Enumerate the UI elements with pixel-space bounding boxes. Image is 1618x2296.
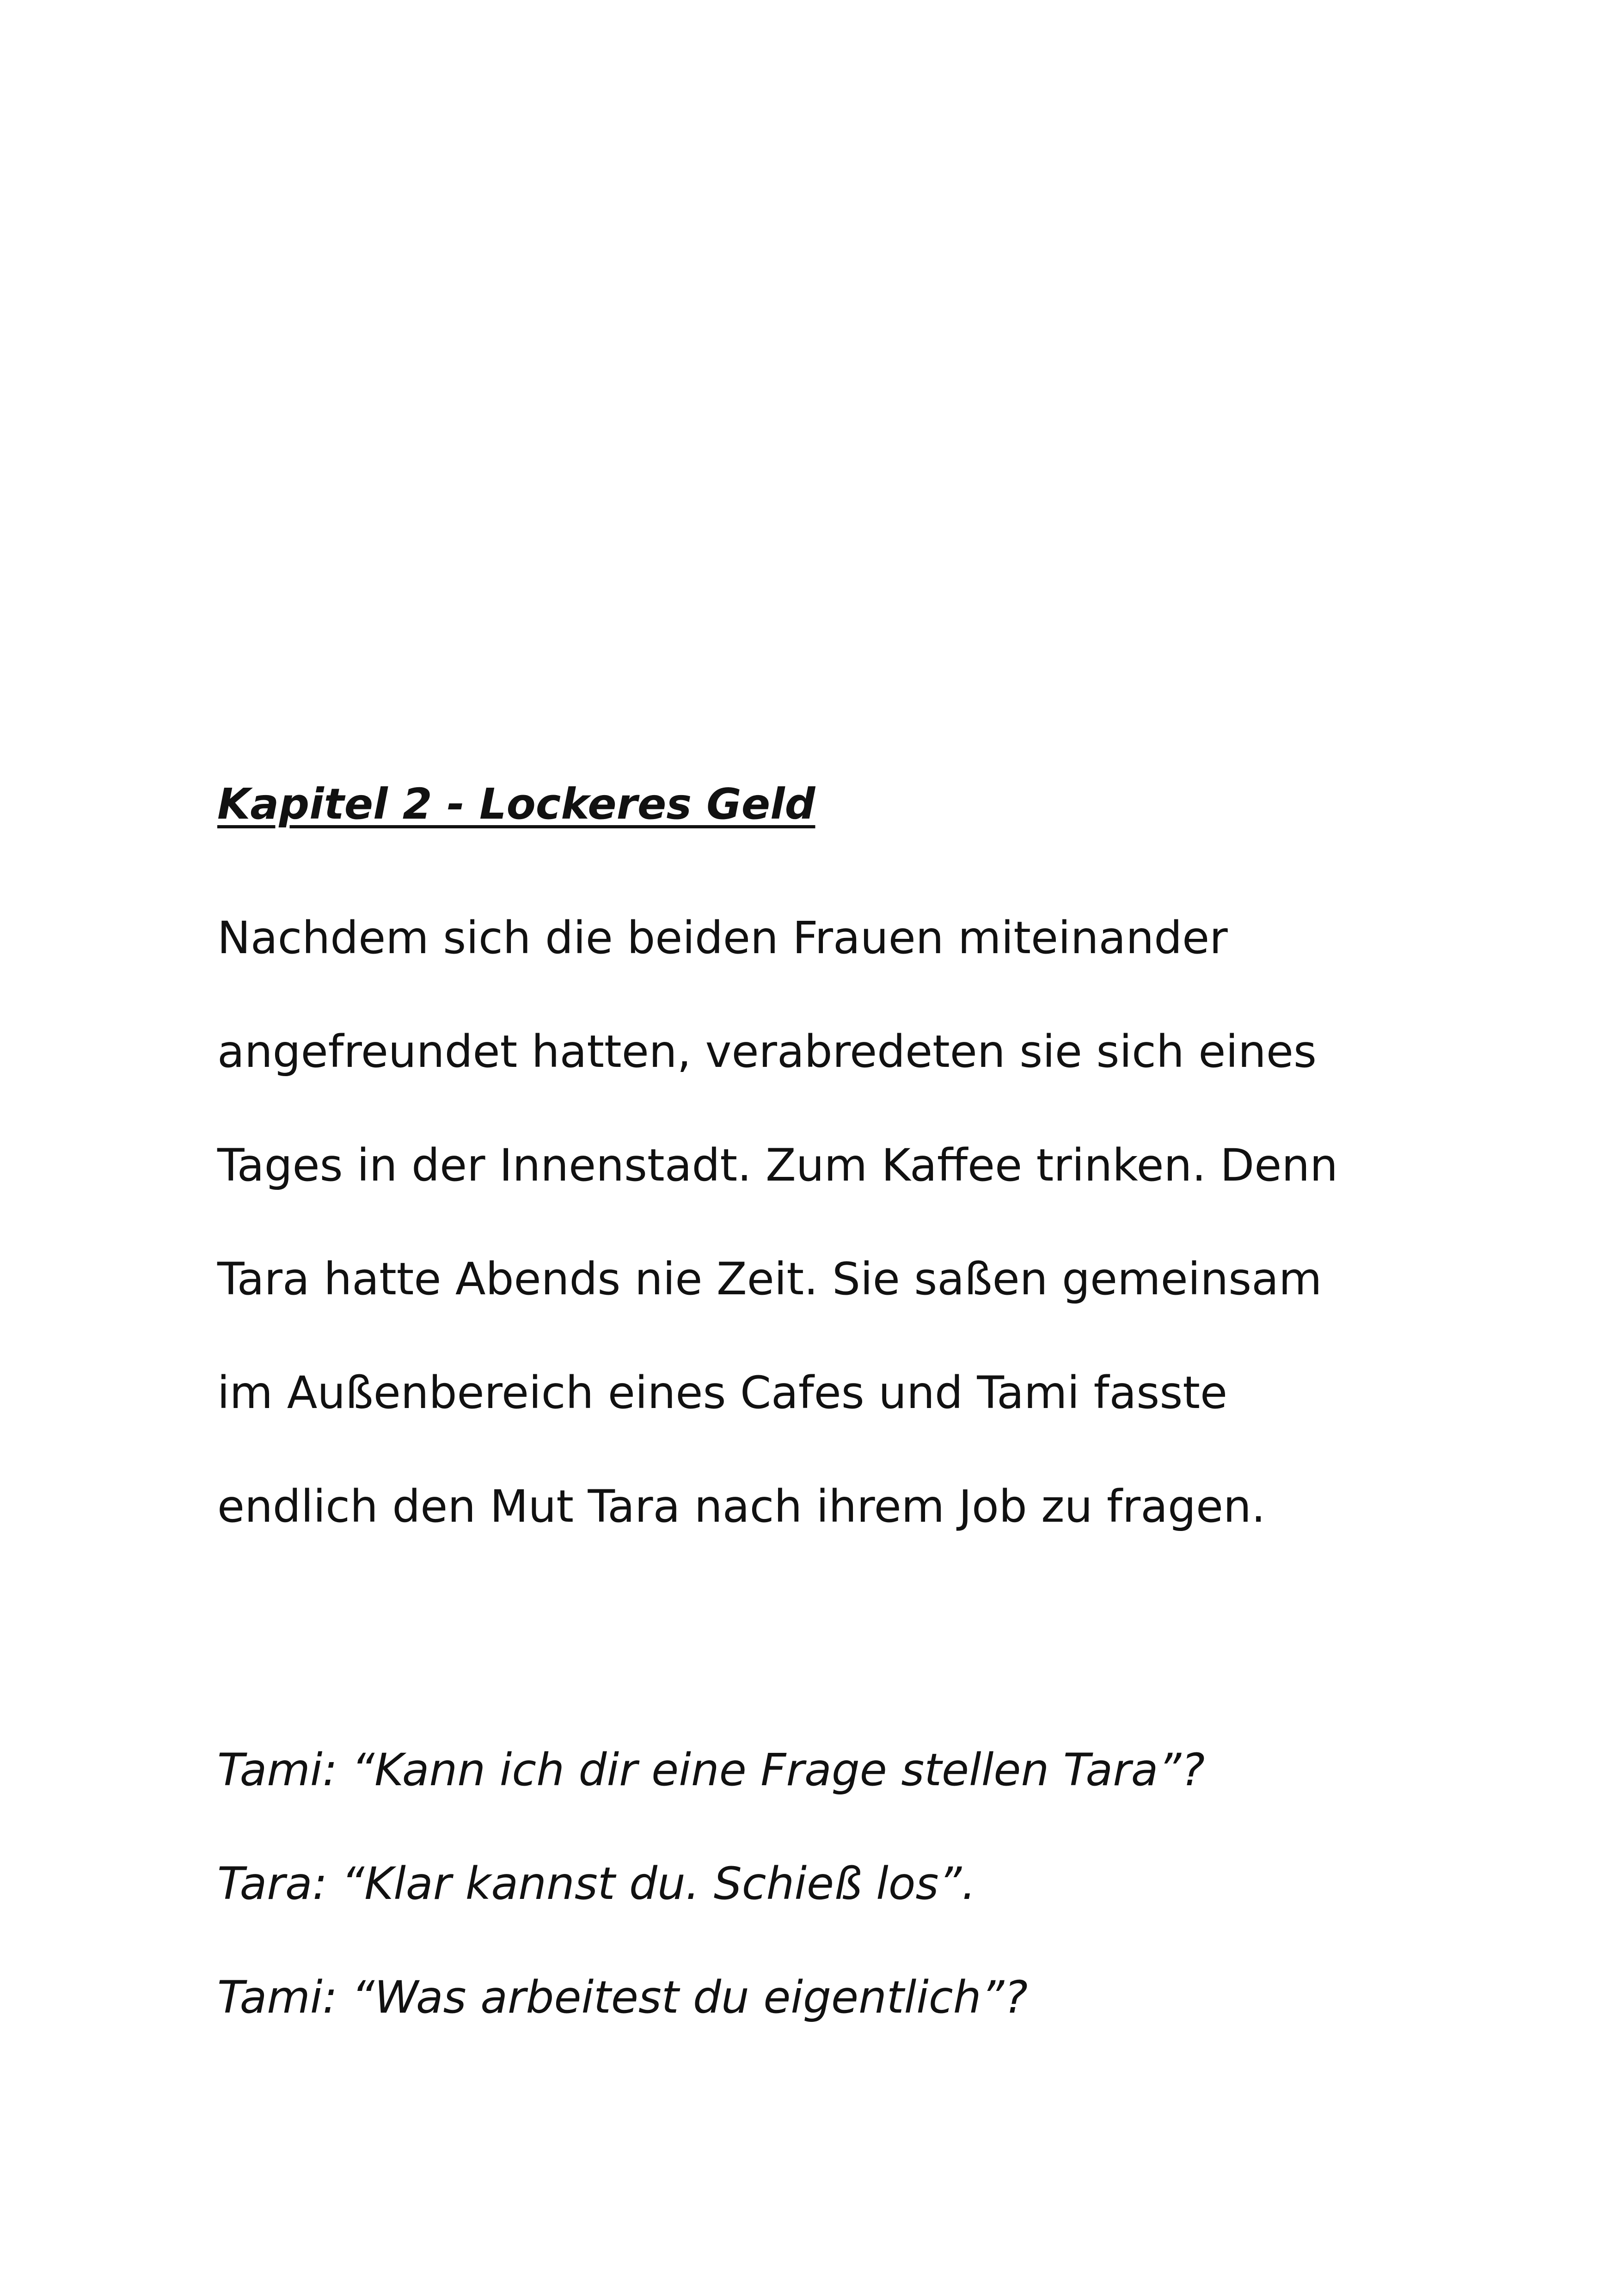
dialogue-section [217,1713,1465,2054]
paragraph-line: Tara hatte Abends nie Zeit. Sie saßen gemeinsam [217,1253,1322,1305]
narrative-paragraph [217,881,1465,1563]
chapter-title: Kapitel 2 - Lockeres Geld [217,779,815,829]
paragraph-line: Tages in der Innenstadt. Zum Kaffee trinken. Denn [217,1139,1338,1191]
paragraph-line: angefreundet hatten, verabredeten sie sich eines [217,1026,1317,1078]
paragraph-line: Nachdem sich die beiden Frauen miteinander [217,912,1228,964]
dialogue-line: Tami: “Kann ich dir eine Frage stellen Tara”? [217,1744,1205,1796]
text-block [217,767,1465,2054]
dialogue-line: Tara: “Klar kannst du. Schieß los”. [217,1858,976,1910]
paragraph-line: im Außenbereich eines Cafes und Tami fasste [217,1367,1228,1419]
dialogue-line: Tami: “Was arbeitest du eigentlich”? [217,1971,1028,2023]
paragraph-line: endlich den Mut Tara nach ihrem Job zu fragen. [217,1481,1266,1532]
